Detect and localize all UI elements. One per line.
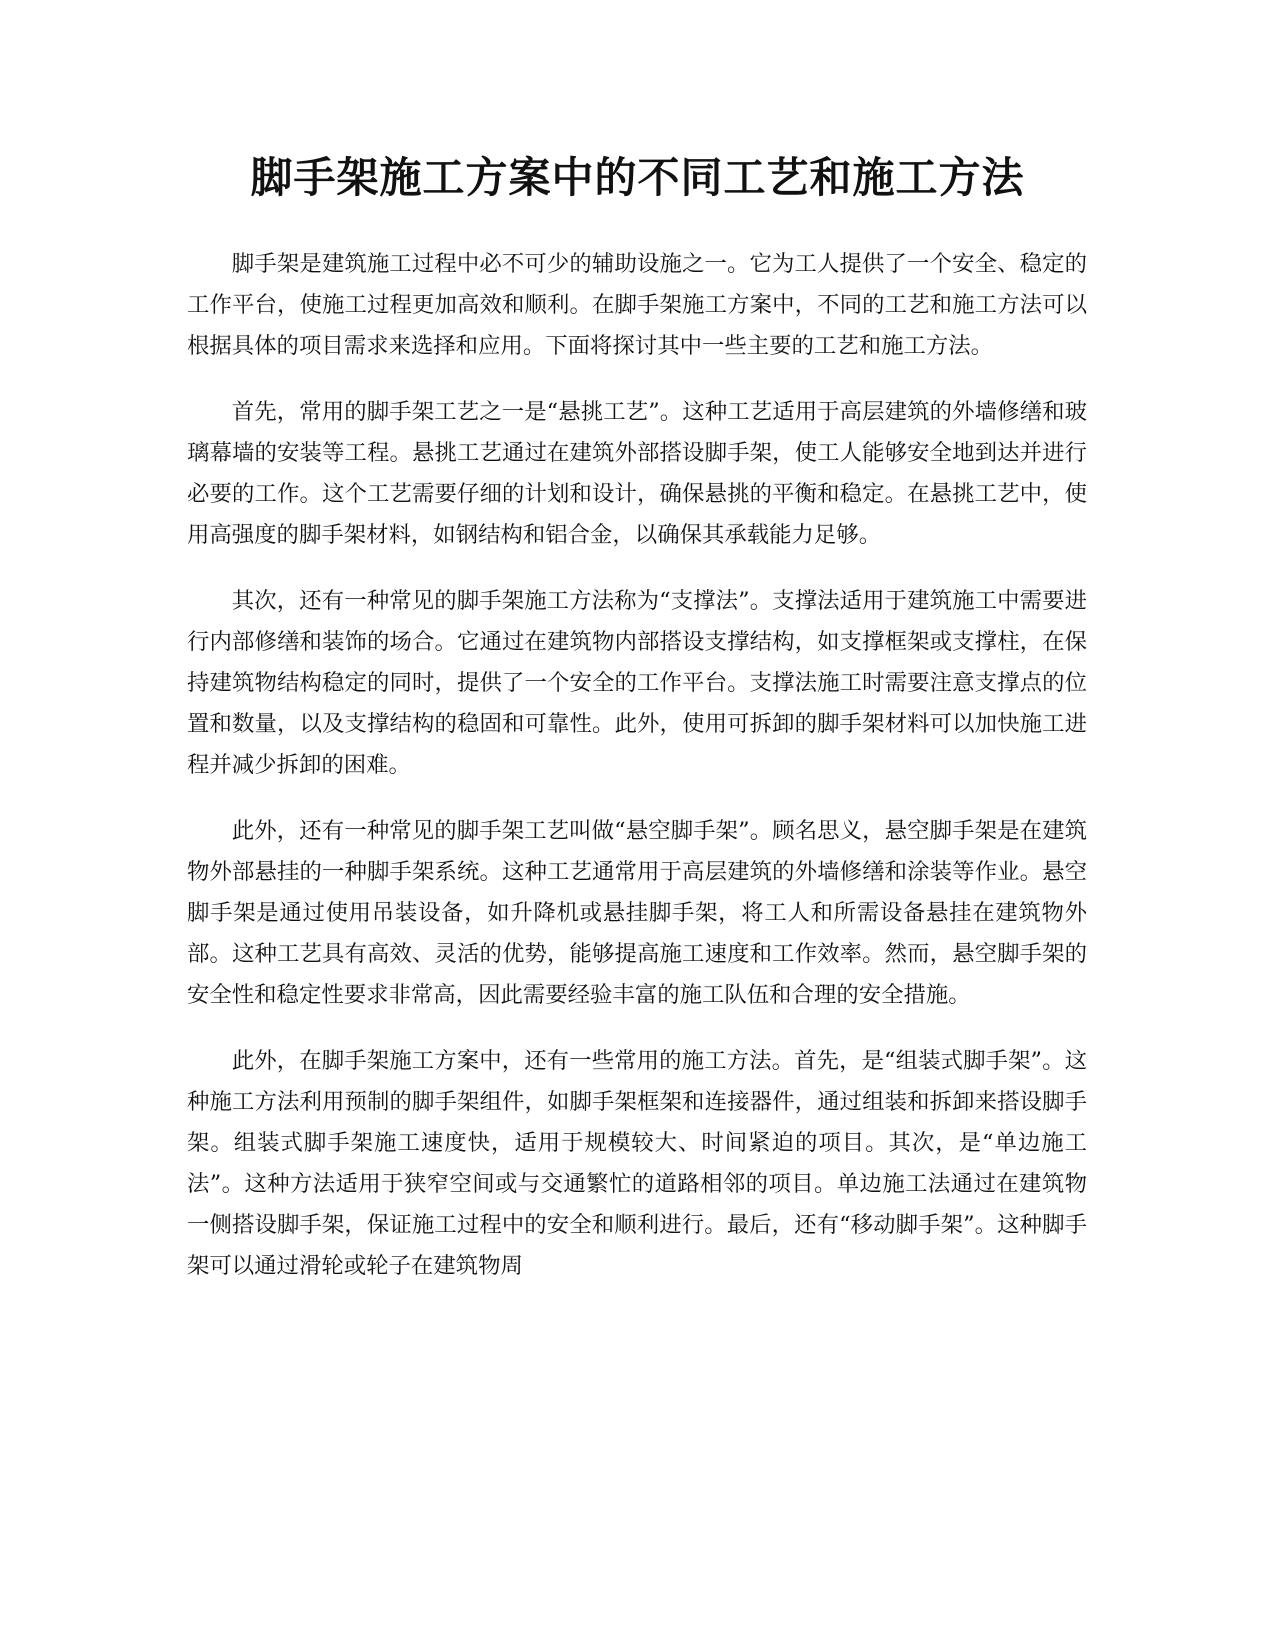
paragraph-support-method: 其次，还有一种常见的脚手架施工方法称为“支撑法”。支撑法适用于建筑施工中需要进行内部修缮和装饰的场合。它通过在建筑物内部搭设支撑结构，如支撑框架或支撑柱，在保持建筑物结构稳定的同时，提供了一个安全的工作平台。支撑法施工时需要注意支撑点的位置和数量，以及支撑结构的稳固和可靠性。此外，使用可拆卸的脚手架材料可以加快施工进程并减少拆卸的困难。 bbox=[187, 588, 1087, 778]
paragraph-cantilever: 首先，常用的脚手架工艺之一是“悬挑工艺”。这种工艺适用于高层建筑的外墙修缮和玻璃幕墙的安装等工程。悬挑工艺通过在建筑外部搭设脚手架，使工人能够安全地到达并进行必要的工作。这个工艺需要仔细的计划和设计，确保悬挑的平衡和稳定。在悬挑工艺中，使用高强度的脚手架材料，如钢结构和铝合金，以确保其承载能力足够。 bbox=[187, 399, 1087, 548]
paragraph-intro: 脚手架是建筑施工过程中必不可少的辅助设施之一。它为工人提供了一个安全、稳定的工作平台，使施工过程更加高效和顺利。在脚手架施工方案中，不同的工艺和施工方法可以根据具体的项目需求来选择和应用。下面将探讨其中一些主要的工艺和施工方法。 bbox=[187, 251, 1087, 359]
document-body bbox=[187, 244, 1087, 1312]
document-title: 脚手架施工方案中的不同工艺和施工方法 bbox=[250, 153, 1025, 202]
paragraph-construction-methods: 此外，在脚手架施工方案中，还有一些常用的施工方法。首先，是“组装式脚手架”。这种施工方法利用预制的脚手架组件，如脚手架框架和连接器件，通过组装和拆卸来搭设脚手架。组装式脚手架施工速度快，适用于规模较大、时间紧迫的项目。其次，是“单边施工法”。这种方法适用于狭窄空间或与交通繁忙的道路相邻的项目。单边施工法通过在建筑物一侧搭设脚手架，保证施工过程中的安全和顺利进行。最后，还有“移动脚手架”。这种脚手架可以通过滑轮或轮子在建筑物周 bbox=[187, 1048, 1087, 1279]
paragraph-suspended-scaffold: 此外，还有一种常见的脚手架工艺叫做“悬空脚手架”。顾名思义，悬空脚手架是在建筑物外部悬挂的一种脚手架系统。这种工艺通常用于高层建筑的外墙修缮和涂装等作业。悬空脚手架是通过使用吊装设备，如升降机或悬挂脚手架，将工人和所需设备悬挂在建筑物外部。这种工艺具有高效、灵活的优势，能够提高施工速度和工作效率。然而，悬空脚手架的安全性和稳定性要求非常高，因此需要经验丰富的施工队伍和合理的安全措施。 bbox=[187, 818, 1087, 1008]
